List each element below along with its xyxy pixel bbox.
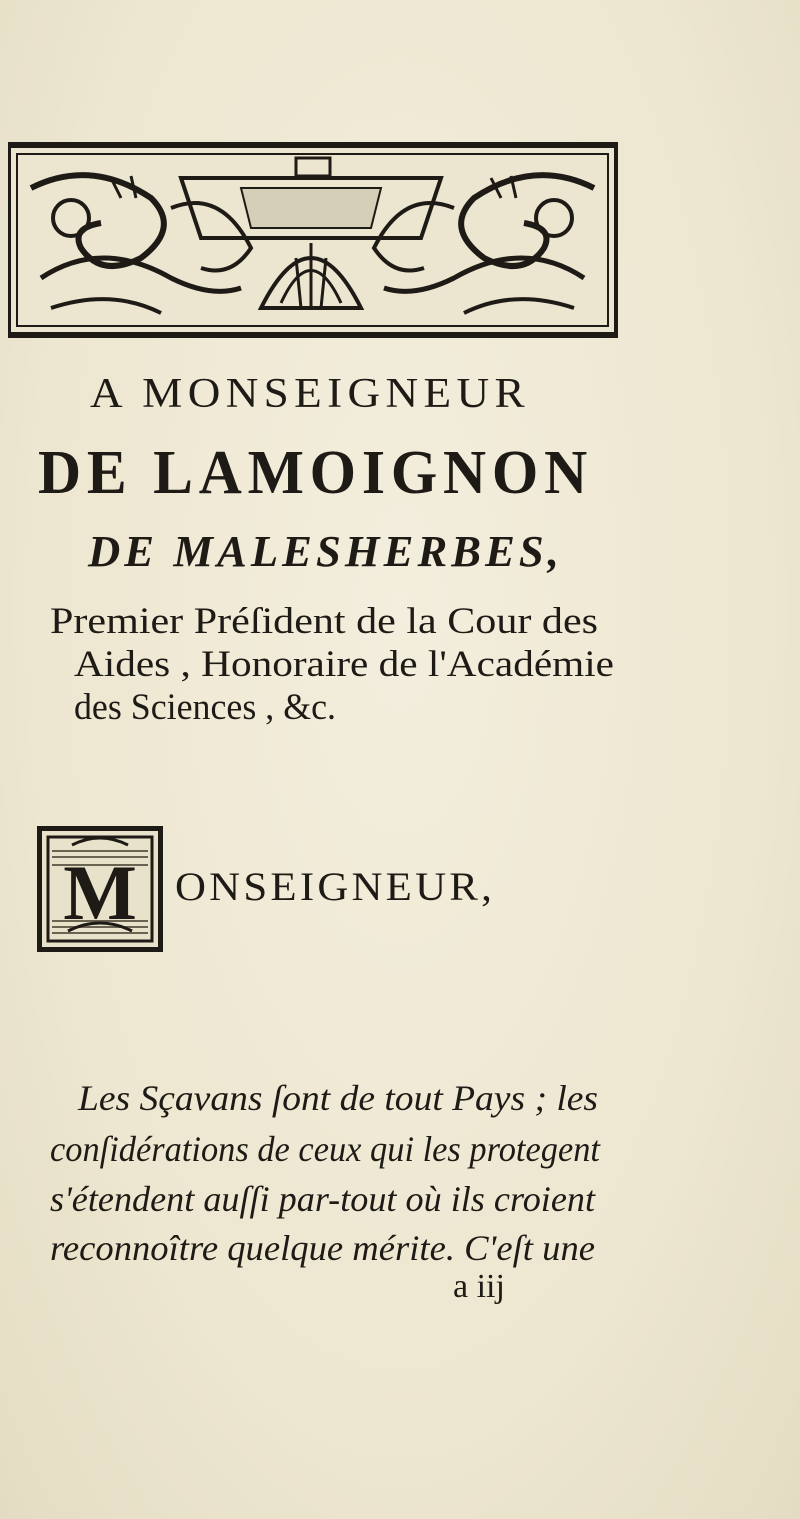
dedication-line-4: Premier Préſident de la Cour des [50,601,598,642]
dedication-line-1: A MONSEIGNEUR [90,371,530,417]
floral-headpiece-ornament [8,142,618,338]
headpiece-ornament-icon [11,148,614,332]
decorated-initial-icon [42,831,158,947]
body-line-4: reconnoître quelque mérite. C'eſt une [50,1228,595,1268]
dedication-line-6: des Sciences , &c. [74,687,336,728]
dedication-line-5: Aides , Honoraire de l'Académie [74,644,614,685]
initial-letter: M [63,849,137,936]
body-line-3: s'étendent auſſi par-tout où ils croient [50,1179,595,1219]
body-line-1: Les Sçavans ſont de tout Pays ; les [78,1078,598,1118]
dedication-line-2: DE LAMOIGNON [38,439,593,507]
dedication-line-3: DE MALESHERBES, [88,527,563,576]
decorated-initial-M [37,826,163,952]
body-line-2: conſidérations de ceux qui les protegent [50,1129,600,1169]
signature-mark: a iij [453,1268,505,1305]
salutation-text: ONSEIGNEUR, [175,864,495,909]
